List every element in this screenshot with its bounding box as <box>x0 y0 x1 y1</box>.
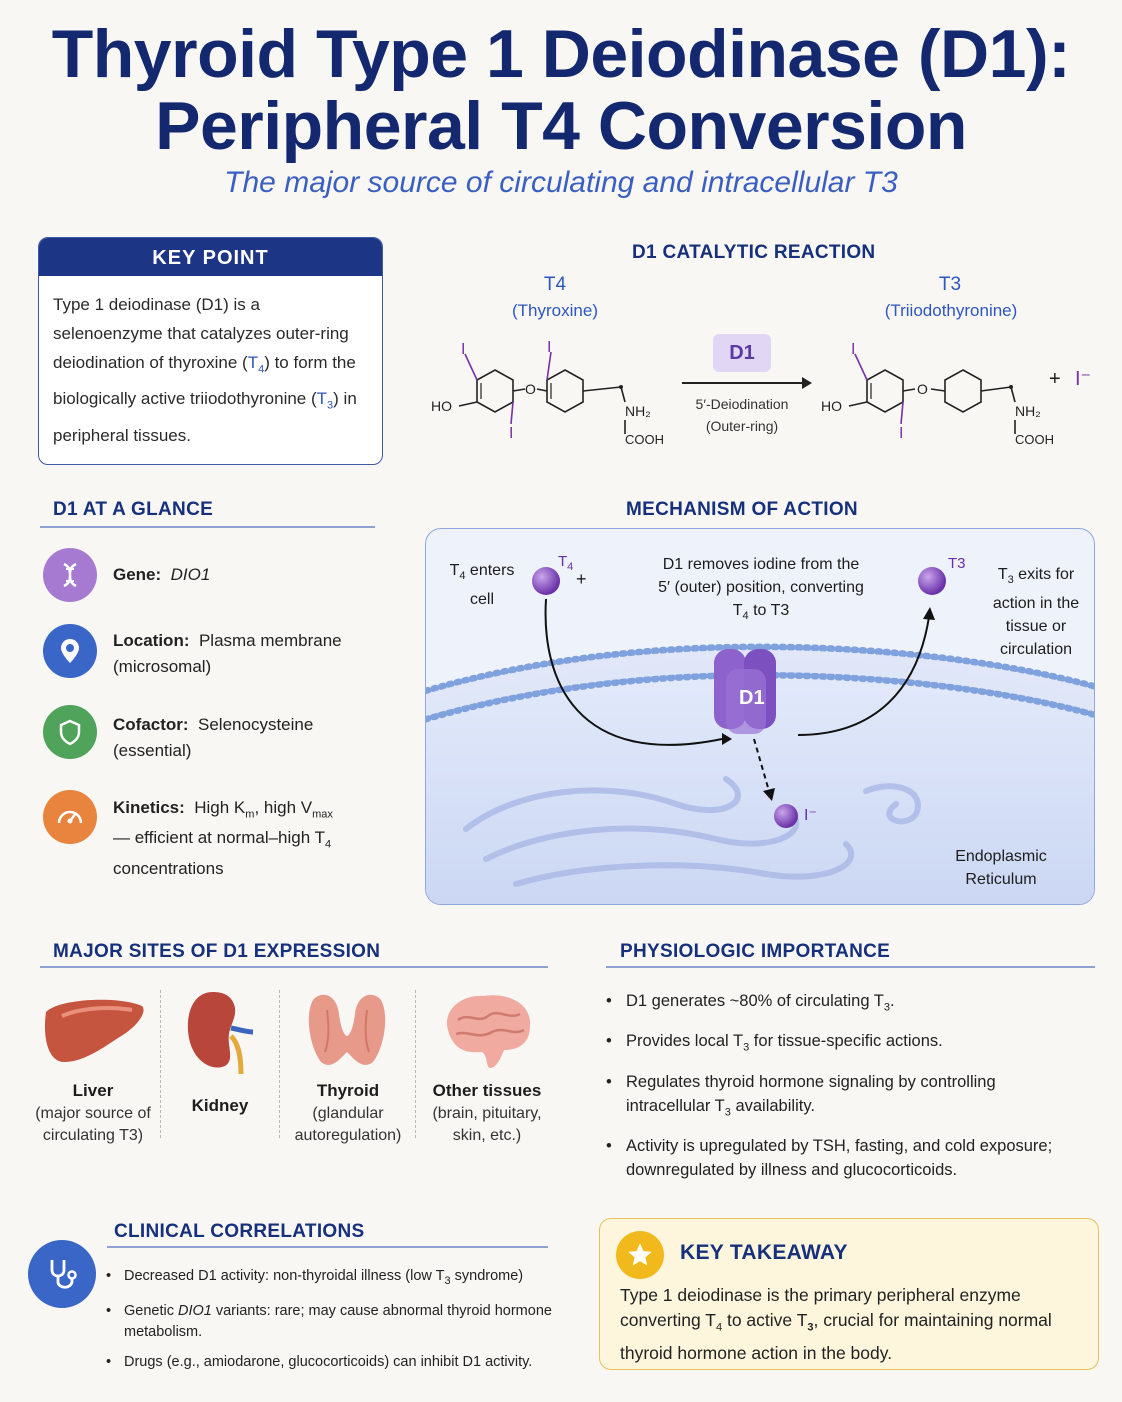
key-takeaway-card <box>599 1218 1099 1370</box>
liver-icon <box>40 992 150 1072</box>
reaction-process-2: (Outer-ring) <box>705 418 779 434</box>
stethoscope-icon <box>28 1240 96 1308</box>
t4-iodine-3: I <box>509 425 514 442</box>
clinical-list <box>106 1266 552 1382</box>
svg-text:COOH: COOH <box>625 432 664 447</box>
clinical-rule <box>107 1246 548 1248</box>
site-liver-name: Liver <box>72 1081 114 1100</box>
t4-enters-label: $T_4$ enters cell <box>449 562 515 609</box>
iodide-release-label: I⁻ <box>804 807 817 824</box>
site-other-desc: (brain, pituitary, skin, etc.) <box>432 1105 542 1144</box>
dna-icon <box>43 548 97 602</box>
page-title-line1: Thyroid Type 1 Deiodinase (D1): <box>51 16 1071 92</box>
plus-sign: + <box>1049 368 1061 390</box>
glance-location: Location: Plasma membrane (microsomal) <box>113 631 342 676</box>
takeaway-text: Type 1 deiodinase is the primary peripheral enzyme converting $T_4$ to active $T_3$, crucial for maintaining normal thyroid hormone action in the body. <box>620 1285 1052 1363</box>
list-item: • D1 generates ~80% of circulating $T_3$. <box>606 989 1084 1019</box>
kidney-icon <box>183 988 258 1078</box>
glance-cofactor: Cofactor: Selenocysteine (essential) <box>113 715 314 760</box>
t4-label: T4 <box>543 274 567 295</box>
glance-kinetics: Kinetics: High $K_m$, high $V_{max}$ — efficient at normal–high $T_4$ concentrations <box>113 798 333 878</box>
svg-text:O: O <box>917 381 928 397</box>
sites-rule <box>40 966 548 968</box>
svg-text:COOH: COOH <box>1015 432 1054 447</box>
svg-text:O: O <box>525 381 536 397</box>
list-item: • Provides local $T_3$ for tissue-specific actions. <box>606 1029 1084 1059</box>
d1-removes-label: D1 removes iodine from the 5′ (outer) position, converting $T_4$ to T3 <box>658 556 864 623</box>
t3-label: T3 <box>938 274 962 295</box>
reaction-heading: D1 CATALYTIC REACTION <box>632 242 876 263</box>
er-label: Endoplasmic Reticulum <box>955 848 1047 888</box>
page-title-line2: Peripheral T4 Conversion <box>155 88 967 164</box>
t4-plus: + <box>576 569 587 589</box>
list-item: • Genetic DIO1 variants: rare; may cause abnormal thyroid hormone metabolism. <box>106 1301 552 1343</box>
reaction-arrow <box>680 374 815 392</box>
t4-molecule-tag: $T_4$ <box>558 553 574 573</box>
glance-heading: D1 AT A GLANCE <box>53 499 214 520</box>
list-item: • Regulates thyroid hormone signaling by controlling intracellular $T_3$ availability. <box>606 1070 1084 1124</box>
sites-heading: MAJOR SITES OF D1 EXPRESSION <box>53 941 381 962</box>
t3-structure <box>815 330 1075 460</box>
svg-text:HO: HO <box>821 398 842 414</box>
d1-enzyme-label: D1 <box>739 687 765 709</box>
thyroid-icon <box>305 990 390 1070</box>
site-thyroid-desc: (glandular autoregulation) <box>294 1105 402 1144</box>
glance-gene: Gene: DIO1 <box>113 565 211 584</box>
t4-structure <box>425 330 685 460</box>
location-pin-icon <box>43 624 97 678</box>
key-point-heading: KEY POINT <box>39 238 382 276</box>
iodide-product: I⁻ <box>1075 368 1092 390</box>
t3-molecule-tag: T3 <box>948 555 966 572</box>
list-item: • Decreased D1 activity: non-thyroidal illness (low $T_3$ syndrome) <box>106 1266 552 1292</box>
page-subtitle: The major source of circulating and intracellular T3 <box>224 166 898 199</box>
physiologic-rule <box>606 966 1095 968</box>
list-item: • Activity is upregulated by TSH, fasting, and cold exposure; downregulated by illness and glucocorticoids. <box>606 1134 1084 1182</box>
reaction-process-1: 5′-Deiodination <box>695 396 789 412</box>
t3-exits-label: $T_3$ exits for action in the tissue or circulation <box>992 566 1080 659</box>
svg-text:I: I <box>899 425 904 442</box>
mechanism-panel <box>425 528 1095 905</box>
physiologic-list <box>606 989 1084 1192</box>
t4-iodine-1: I <box>461 341 466 358</box>
t3-fullname: (Triiodothyronine) <box>884 301 1018 320</box>
shield-icon <box>43 705 97 759</box>
site-liver-desc: (major source of circulating T3) <box>35 1105 151 1144</box>
speedometer-icon <box>43 790 97 844</box>
key-point-text: Type 1 deiodinase (D1) is a selenoenzyme that catalyzes outer-ring deiodination of thyroxine $(T_4)$ to form the biologically active triiodothyronine $(T_3)$ in peripheral tissues. <box>53 295 357 445</box>
glance-rule <box>40 526 375 528</box>
t4-fullname: (Thyroxine) <box>512 301 598 320</box>
site-other-name: Other tissues <box>432 1081 542 1100</box>
d1-enzyme-badge: D1 <box>713 334 771 372</box>
takeaway-heading: KEY TAKEAWAY <box>680 1241 848 1264</box>
svg-text:NH₂: NH₂ <box>625 403 651 419</box>
t4-iodine-2: I <box>547 339 552 356</box>
svg-text:I: I <box>851 341 856 358</box>
key-point-card <box>38 237 383 465</box>
site-thyroid-name: Thyroid <box>316 1081 380 1100</box>
star-icon <box>616 1231 664 1279</box>
physiologic-heading: PHYSIOLOGIC IMPORTANCE <box>620 941 891 962</box>
brain-icon <box>438 990 538 1070</box>
svg-text:HO: HO <box>431 398 452 414</box>
svg-text:NH₂: NH₂ <box>1015 403 1041 419</box>
mechanism-heading: MECHANISM OF ACTION <box>626 499 858 520</box>
clinical-heading: CLINICAL CORRELATIONS <box>114 1221 365 1242</box>
site-kidney-name: Kidney <box>191 1096 249 1115</box>
list-item: • Drugs (e.g., amiodarone, glucocorticoids) can inhibit D1 activity. <box>106 1352 552 1373</box>
